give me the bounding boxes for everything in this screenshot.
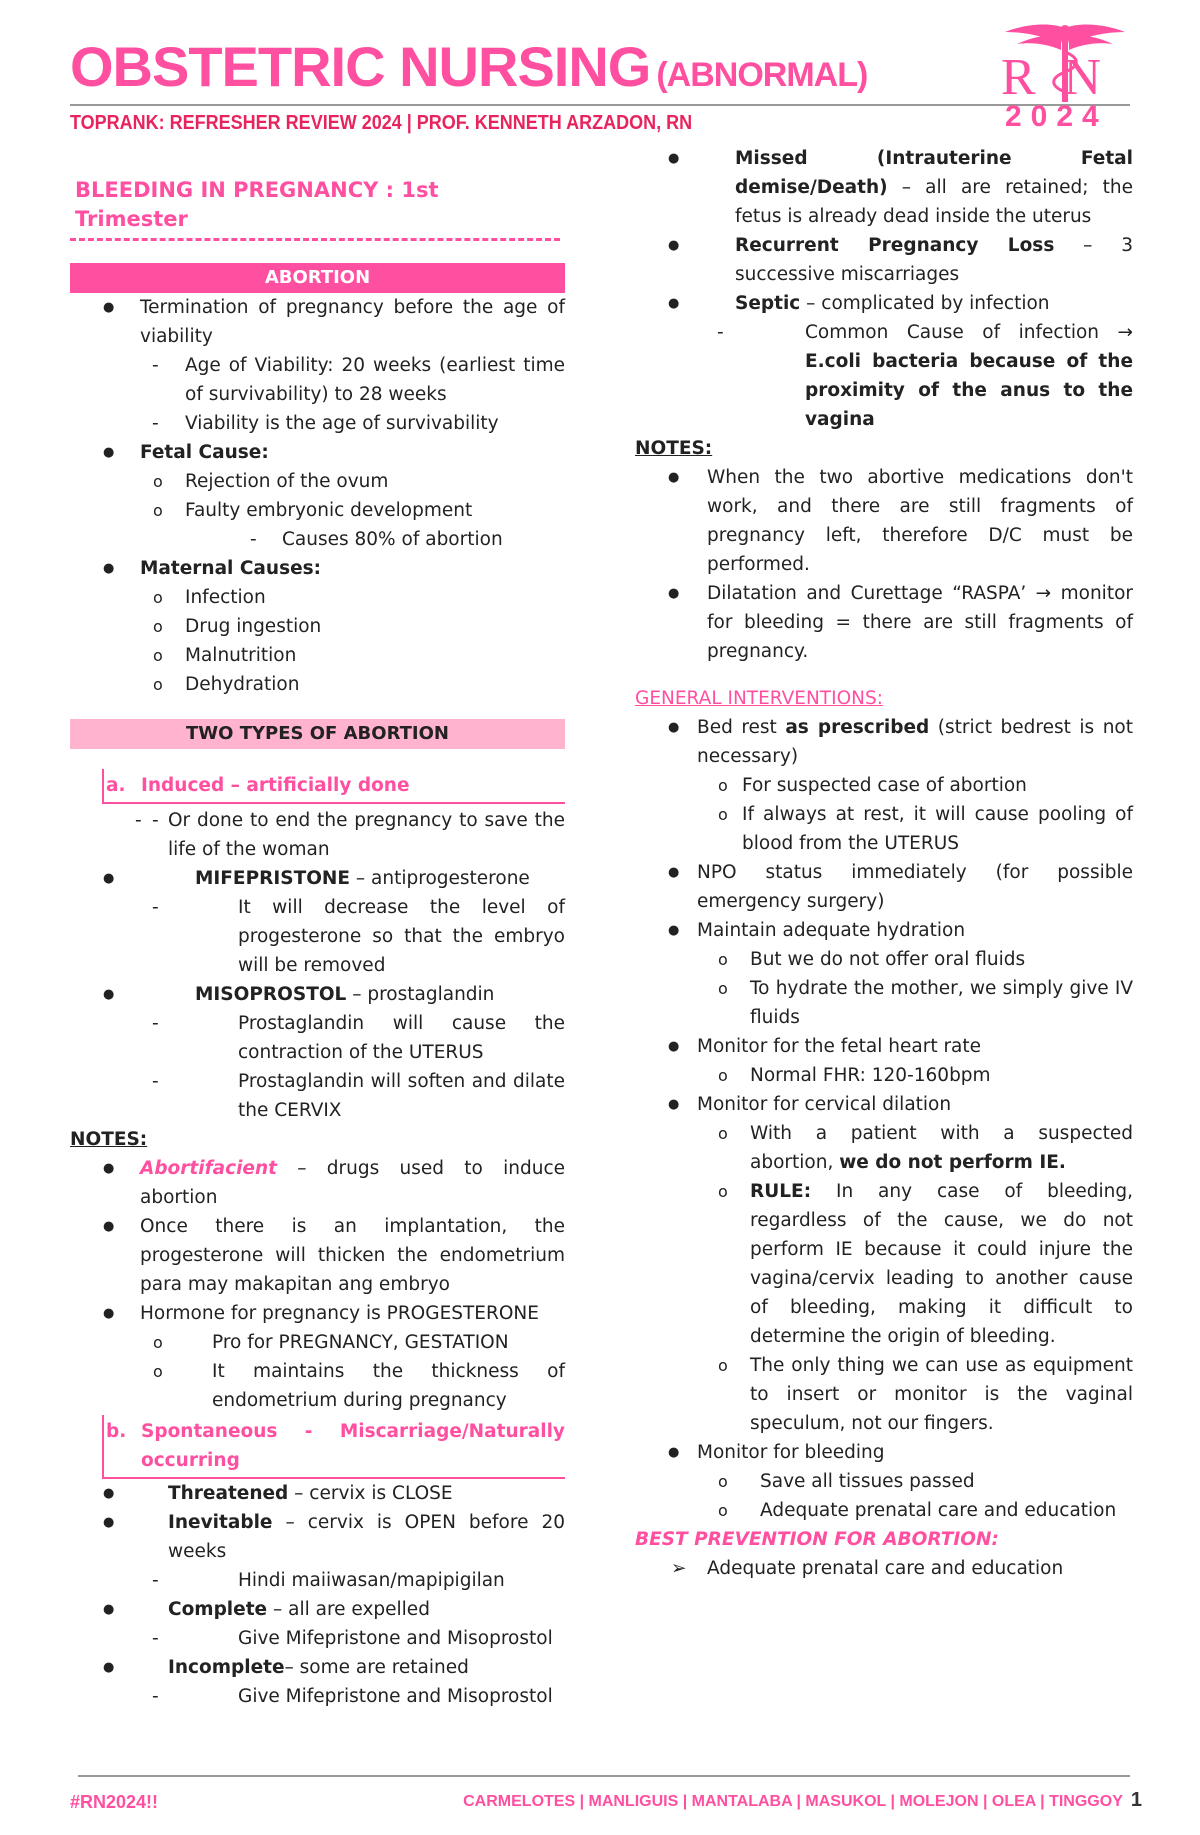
list-item: ● Termination of pregnancy before the age of viability [70,293,565,351]
list-item: ● Complete – all are expelled [70,1595,565,1624]
list-item: o It maintains the thickness of endometrium during pregnancy [70,1357,565,1415]
footer-divider [78,1775,1130,1777]
abortion-bar: ABORTION [70,263,565,293]
title-main: OBSTETRIC NURSING [70,35,651,98]
list-item: - Or done to end the pregnancy to save the life of the woman - [70,806,565,864]
induced-heading: a. Induced – artificially done [102,769,565,804]
list-item: o Malnutrition [70,641,565,670]
list-item: ● Incomplete– some are retained [70,1653,565,1682]
list-item: - Common Cause of infection → E.coli bacteria because of the proximity of the anus to the vagina [635,318,1133,434]
general-interventions-label: GENERAL INTERVENTIONS: [635,688,883,709]
list-item: o Rejection of the ovum [70,467,565,496]
list-item: ● Abortifacient – drugs used to induce abortion [70,1154,565,1212]
notes-label: NOTES: [635,438,713,459]
list-item: o RULE: In any case of bleeding, regardless of the cause, we do not perform IE because it could injure the vagina/cervix leading to another cause of bleeding, making it difficult to determine the origin of bleeding. [635,1177,1133,1351]
page-number: 1 [1130,1789,1142,1811]
list-item: o Normal FHR: 120-160bpm [635,1061,1133,1090]
list-item: ● MIFEPRISTONE – antiprogesterone [70,864,565,893]
section-title: BLEEDING IN PREGNANCY : 1st Trimester [70,172,560,241]
right-column [635,144,1133,1583]
list-item: ● Hormone for pregnancy is PROGESTERONE [70,1299,565,1328]
list-item: ● Inevitable – cervix is OPEN before 20 weeks [70,1508,565,1566]
list-item: o Save all tissues passed [635,1467,1133,1496]
list-item: o The only thing we can use as equipment to insert or monitor is the vaginal speculum, not our fingers. [635,1351,1133,1438]
footer-authors: CARMELOTES | MANLIGUIS | MANTALABA | MASUKOL | MOLEJON | OLEA | TINGGOY 1 [463,1789,1142,1811]
list-item: - Prostaglandin will cause the contraction of the UTERUS [70,1009,565,1067]
best-prevention-item: ➢ Adequate prenatal care and education [635,1554,1133,1583]
list-item: - Viability is the age of survivability [70,409,565,438]
list-item: ● Monitor for cervical dilation [635,1090,1133,1119]
document-subtitle: TOPRANK: REFRESHER REVIEW 2024 | PROF. KENNETH ARZADON, RN [70,112,693,134]
list-item: o But we do not offer oral fluids [635,945,1133,974]
list-item: ● Dilatation and Curettage “RASPA’ → monitor for bleeding = there are still fragments of pregnancy. [635,579,1133,666]
maternal-cause-label: Maternal Causes: [140,558,322,579]
logo-text: RN [1000,49,1130,106]
types-bar: TWO TYPES OF ABORTION [70,719,565,749]
list-item: ● Maintain adequate hydration [635,916,1133,945]
spontaneous-heading: b. Spontaneous - Miscarriage/Naturally occurring [102,1415,565,1479]
notes-label: NOTES: [70,1129,148,1150]
list-item: o Infection [70,583,565,612]
list-item: o Pro for PREGNANCY, GESTATION [70,1328,565,1357]
list-item: o Adequate prenatal care and education [635,1496,1133,1525]
list-item: - Hindi maiiwasan/mapipigilan [70,1566,565,1595]
list-item: ● Septic – complicated by infection [635,289,1133,318]
list-item: - Age of Viability: 20 weeks (earliest time of survivability) to 28 weeks [70,351,565,409]
left-column [70,172,565,1711]
list-item: - Give Mifepristone and Misoprostol [70,1624,565,1653]
abortion-list [70,293,565,351]
list-item [70,554,565,583]
list-item: ● Bed rest as prescribed (strict bedrest is not necessary) [635,713,1133,771]
list-item: ● NPO status immediately (for possible emergency surgery) [635,858,1133,916]
list-item: o Faulty embryonic development [70,496,565,525]
list-item: ● MISOPROSTOL – prostaglandin [70,980,565,1009]
list-item: o With a patient with a suspected abortion, we do not perform IE. [635,1119,1133,1177]
list-item: - It will decrease the level of progesterone so that the embryo will be removed [70,893,565,980]
list-item: - Causes 80% of abortion [70,525,565,554]
header-divider [70,104,1130,106]
list-item: o If always at rest, it will cause pooling of blood from the UTERUS [635,800,1133,858]
logo-year: 2024 [1005,100,1108,133]
list-item: ● Monitor for bleeding [635,1438,1133,1467]
arrow-bullet-icon: ➢ [671,1558,687,1579]
document-title [70,34,867,99]
list-item [70,438,565,467]
list-item: o For suspected case of abortion [635,771,1133,800]
list-item: ● When the two abortive medications don't work, and there are still fragments of pregnancy left, therefore D/C must be performed. [635,463,1133,579]
list-item: ● Threatened – cervix is CLOSE [70,1479,565,1508]
list-item: - Prostaglandin will soften and dilate the CERVIX [70,1067,565,1125]
fetal-cause-label: Fetal Cause: [140,442,269,463]
list-item: ● Monitor for the fetal heart rate [635,1032,1133,1061]
list-item: o Dehydration [70,670,565,699]
list-item: ● Once there is an implantation, the progesterone will thicken the endometrium para may makapitan ang embryo [70,1212,565,1299]
list-item: ● Missed (Intrauterine Fetal demise/Death) – all are retained; the fetus is already dead inside the uterus [635,144,1133,231]
list-item: ● Recurrent Pregnancy Loss – 3 successive miscarriages [635,231,1133,289]
list-item: o Drug ingestion [70,612,565,641]
title-sub: (ABNORMAL) [656,56,868,94]
footer-hashtag: #RN2024!! [70,1792,159,1812]
list-item: - Give Mifepristone and Misoprostol [70,1682,565,1711]
best-prevention-label: BEST PREVENTION FOR ABORTION: [635,1529,999,1550]
list-item: o To hydrate the mother, we simply give IV fluids [635,974,1133,1032]
